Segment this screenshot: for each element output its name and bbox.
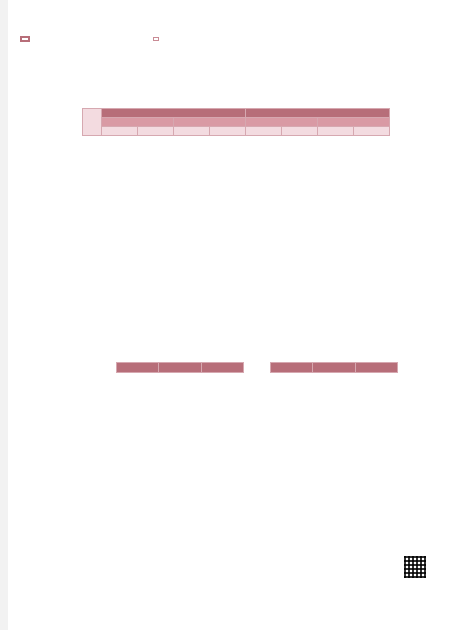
vowel-table — [82, 108, 390, 136]
dictation-table-right — [270, 362, 398, 373]
col-word — [318, 127, 354, 136]
group-b-header — [246, 109, 390, 118]
col-sound — [282, 127, 318, 136]
col-word — [355, 363, 397, 373]
col-word — [201, 363, 243, 373]
dictation-table-left — [116, 362, 244, 373]
sub-a2-header — [174, 118, 246, 127]
col-word — [174, 127, 210, 136]
page-gutter — [0, 0, 8, 630]
col-no — [117, 363, 159, 373]
col-word — [102, 127, 138, 136]
col-sound — [313, 363, 355, 373]
col-word — [246, 127, 282, 136]
lesson-tag — [153, 37, 159, 41]
col-sound — [138, 127, 174, 136]
qr-code — [404, 556, 426, 578]
sub-a1-header — [102, 118, 174, 127]
col-sound — [354, 127, 390, 136]
col-sound — [210, 127, 246, 136]
col-sound — [159, 363, 201, 373]
sub-b2-header — [318, 118, 390, 127]
no-header — [83, 109, 102, 136]
group-a-header — [102, 109, 246, 118]
sub-b1-header — [246, 118, 318, 127]
col-no — [271, 363, 313, 373]
lesson-badge — [20, 36, 30, 42]
